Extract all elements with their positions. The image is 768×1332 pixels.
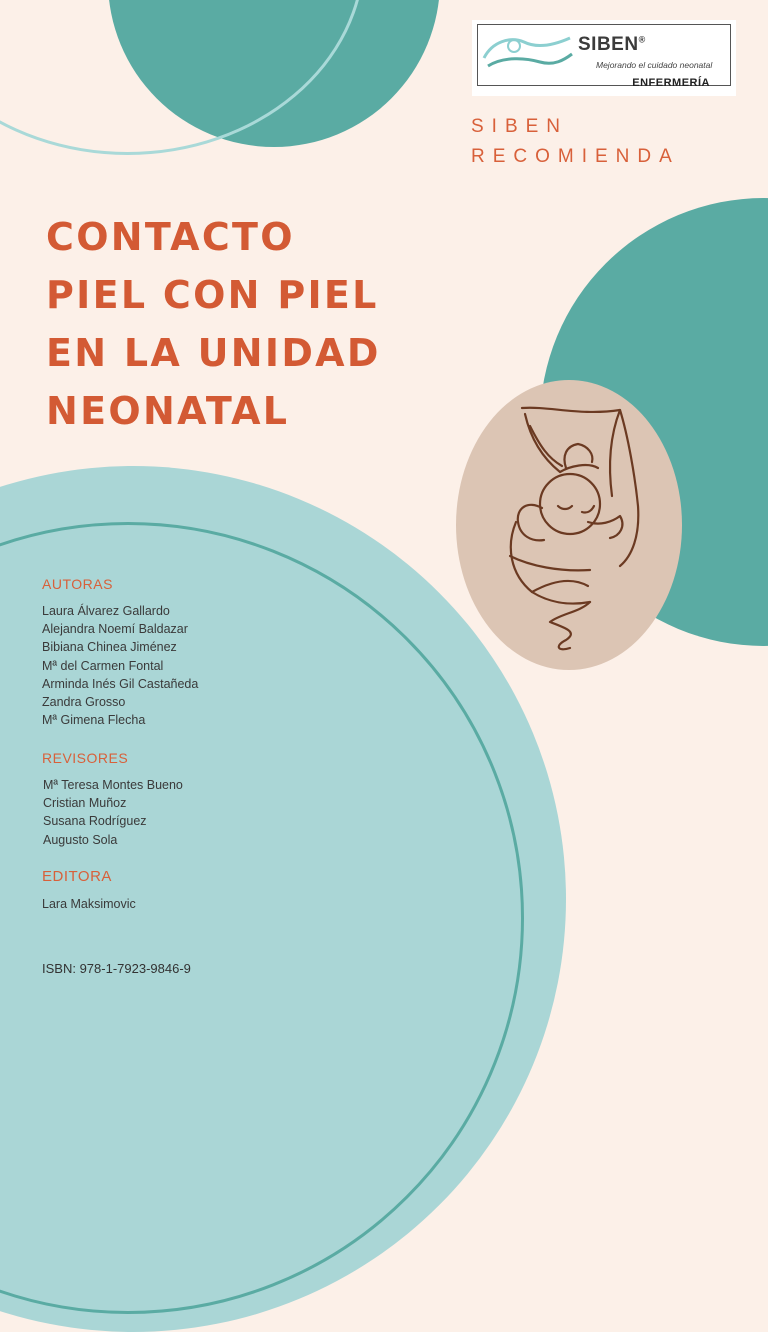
list-item: Lara Maksimovic bbox=[42, 897, 136, 911]
title-line: NEONATAL bbox=[46, 389, 290, 433]
siben-logo bbox=[472, 20, 736, 96]
isbn: ISBN: 978-1-7923-9846-9 bbox=[42, 961, 191, 976]
logo-name: SIBEN® bbox=[578, 34, 646, 55]
list-item: Mª del Carmen Fontal bbox=[42, 658, 164, 673]
list-item: Arminda Inés Gil Castañeda bbox=[42, 676, 199, 691]
title-line: CONTACTO bbox=[46, 215, 295, 259]
editor-heading: EDITORA bbox=[42, 868, 112, 885]
list-item: Zandra Grosso bbox=[42, 695, 126, 710]
list-item: Mª Gimena Flecha bbox=[42, 713, 146, 728]
kicker-line-1: SIBEN bbox=[471, 116, 569, 137]
editor-section bbox=[42, 868, 136, 913]
editor-list bbox=[42, 895, 136, 913]
reviewers-list bbox=[42, 776, 183, 849]
mother-and-baby-icon bbox=[470, 396, 670, 656]
list-item: Augusto Sola bbox=[43, 832, 118, 847]
list-item: Cristian Muñoz bbox=[43, 796, 127, 811]
reviewers-heading: REVISORES bbox=[42, 750, 129, 766]
list-item: Bibiana Chinea Jiménez bbox=[42, 640, 177, 655]
kicker-line-2: RECOMIENDA bbox=[471, 146, 680, 167]
logo-subtitle: ENFERMERÍA bbox=[632, 77, 710, 89]
authors-section bbox=[42, 576, 198, 729]
list-item: Alejandra Noemí Baldazar bbox=[42, 622, 188, 637]
title-line: PIEL CON PIEL bbox=[46, 273, 379, 317]
authors-list bbox=[42, 602, 198, 729]
reviewers-section bbox=[42, 750, 183, 849]
authors-heading: AUTORAS bbox=[42, 576, 113, 592]
page-title bbox=[46, 208, 381, 440]
logo-tagline: Mejorando el cuidado neonatal bbox=[596, 60, 713, 70]
list-item: Laura Álvarez Gallardo bbox=[42, 604, 170, 618]
title-line: EN LA UNIDAD bbox=[46, 331, 381, 375]
list-item: Susana Rodríguez bbox=[43, 814, 147, 829]
wave-logo-icon bbox=[480, 28, 576, 78]
list-item: Mª Teresa Montes Bueno bbox=[43, 778, 183, 792]
